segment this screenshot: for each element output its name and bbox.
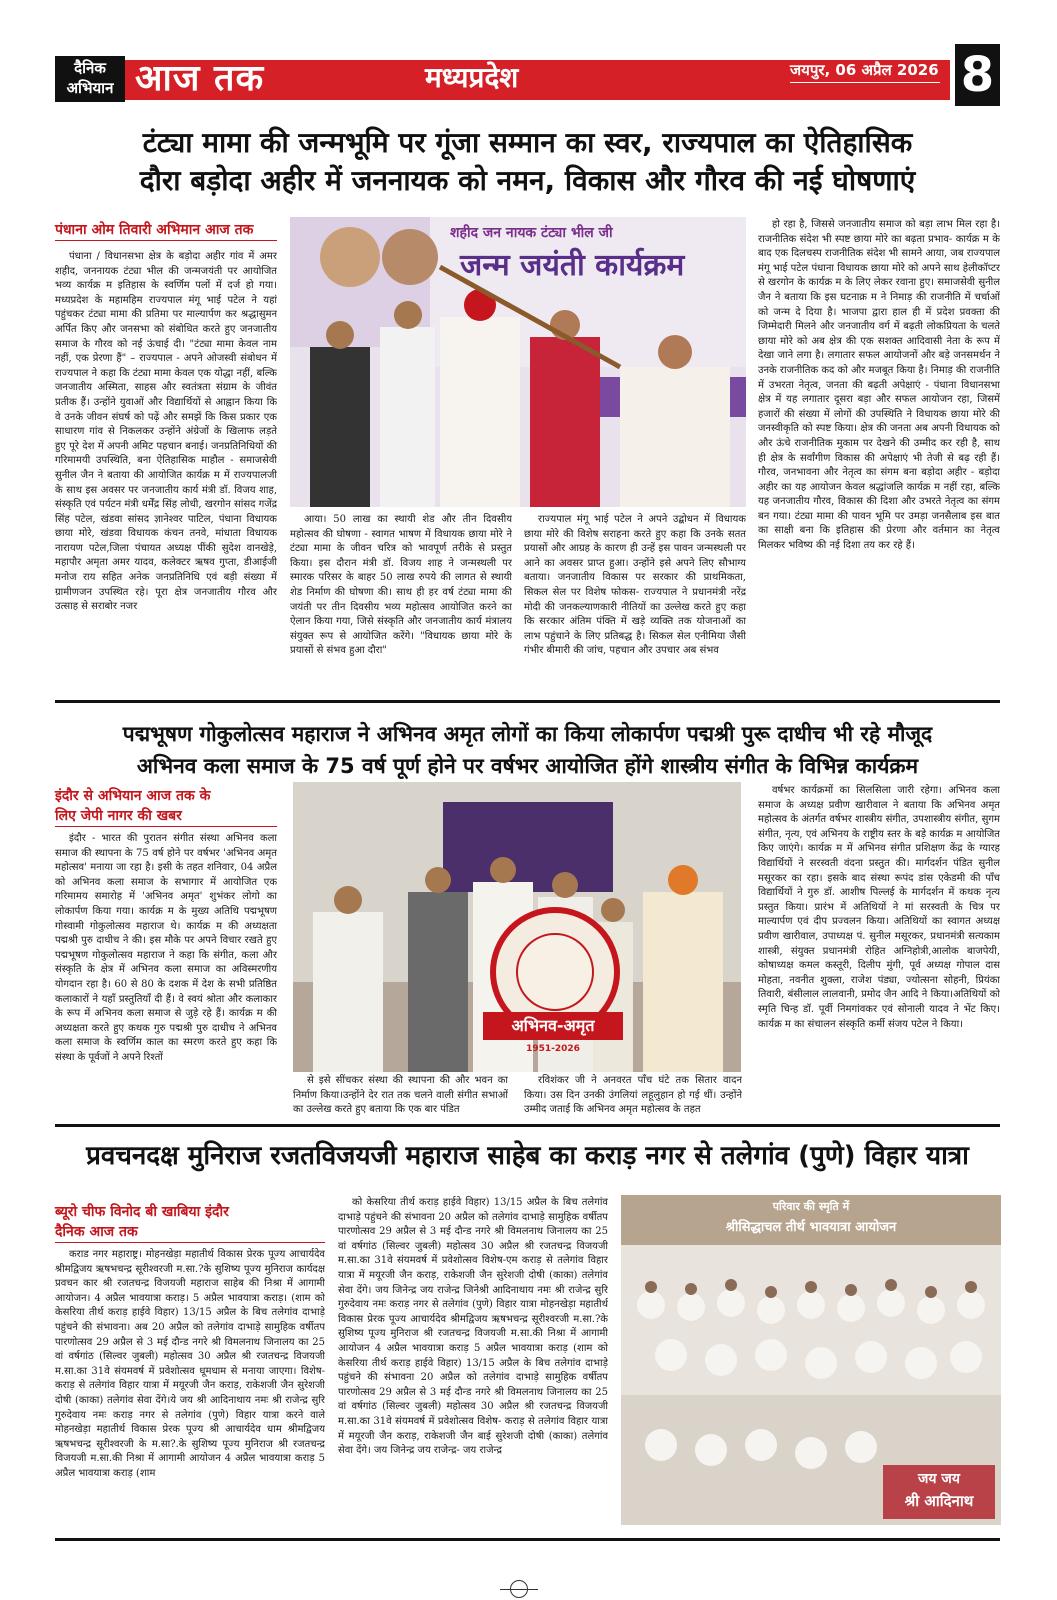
photo2-logo-years: 1951-2026 [526, 1044, 580, 1054]
story2-column-1 [55, 832, 277, 1074]
story1-byline: पंधाना ओम तिवारी अभिमान आज तक [55, 220, 277, 241]
story2-column-2 [293, 1074, 508, 1120]
photo3-caption-bottom1: जय जय [918, 1471, 960, 1487]
story2-col1-text: इंदौर - भारत की पुरातन संगीत संस्था अभिनव कला समाज की स्थापना के 75 वर्ष होने पर वर्षभर 'अभिनव अमृत महोत्सव' मनाया जा रहा है। इसी के तहत शनिवार, 04 अप्रैल को अभिनव कला समाज के सभागार में आयोजित एक गरिमामय समारोह में 'अभिनव अमृत' शुभंकर लोगो का लोकार्पण किया गया। कार्यक्र म के मुख्य अतिथि पद्मभूषण गोस्वामी गोकुलोत्सव महाराज थे। कार्यक्र म की अध्यक्षता पद्मश्री पुरु दाधीच ने की। इस मौके पर अपने विचार रखते हुए पद्मभूषण गोकुलोत्सव महाराज ने कहा कि संगीत, कला और संस्कृति के क्षेत्र में अभिनव कला समाज का अविस्मरणीय योगदान रहा है। 60 से 80 के दशक में देश के सभी प्रतिष्ठित कलाकारों ने यहाँ प्रस्तुतियाँ दी हैं। वे स्वयं श्रोता और कलाकार के रूप में अभिनव कला समाज से जुड़े रहे हैं। कार्यक्र म की अध्यक्षता करते हुए कथक गुरु पद्मश्री पुरु दाधीच ने अभिनव कला समाज के स्वर्णिम काल का स्मरण करते हुए कहा कि संस्था के पूर्वजों ने अपने रिश्तों [55, 833, 277, 1063]
story2-headline-line1: पद्मभूषण गोकुलोत्सव महाराज ने अभिनव अमृत लोगों का किया लोकार्पण पद्मश्री पुरू दाधीच भी रहे मौजूद [122, 722, 933, 746]
story2-byline-line2: लिए जेपी नागर की खबर [55, 806, 277, 827]
section-title: मध्यप्रदेश [425, 61, 519, 94]
story2-column-4 [758, 784, 1000, 1120]
edition-date: जयपुर, 06 अप्रैल 2026 [790, 61, 939, 79]
story1-headline [55, 124, 1000, 200]
story3-byline [55, 1202, 325, 1243]
story1-column-3 [524, 513, 746, 675]
registration-mark-line [500, 1589, 538, 1590]
story1-col1-text: पंधाना / विधानसभा क्षेत्र के बड़ोदा अहीर गांव में अमर शहीद, जननायक टंट्या भील की जन्मजयंती पर आयोजित भव्य कार्यक्र म इतिहास के स्वर्णिम पलों में दर्ज हो गया। मध्यप्रदेश के महामहिम राज्यपाल मंगू भाई पटेल ने यहां पहुंचकर टंट्या मामा की प्रतिमा पर माल्यार्पण कर श्रद्धासुमन अर्पित किए और जनसभा को संबोधित करते हुए जनजातीय समाज के गौरव को नई ऊंचाई दी। "टंट्या मामा केवल नाम नहीं, एक प्रेरणा हैं" – राज्यपाल - अपने ओजस्वी संबोधन में राज्यपाल ने कहा कि टंट्या मामा केवल एक योद्धा नहीं, बल्कि जनजातीय अस्मिता, साहस और स्वतंत्रता संग्राम के जीवंत प्रतीक हैं। उन्होंने युवाओं और विद्यार्थियों से आह्वान किया कि वे उनके जीवन संघर्ष को पढ़ें और समझें कि किस प्रकार एक साधारण गांव से निकलकर उन्होंने अंग्रेजों के खिलाफ लड़ते हुए पूरे देश में अपनी अमिट पहचान बनाई। जनप्रतिनिधियों की गरिमामयी उपस्थिति, बना ऐतिहासिक माहौल - समाजसेवी सुनील जैन ने बताया की आयोजित कार्यक्र म में राज्यपालजी के साथ इस अवसर पर जनजातीय कार्य मंत्री डॉ. विजय शाह, संस्कृति एवं पर्यटन मंत्री धर्मेंद्र सिंह लोधी, खरगोन सांसद गजेंद्र सिंह पटेल, खंडवा सांसद ज्ञानेश्वर पाटिल, पंधाना विधायक छाया मोरे, खंडवा विधायक कंचन तनवे, मांधाता विधायक नारायण पटेल,जिला पंचायत अध्यक्ष पींकी सुदेश वानखेड़े, महापौर अमृता अमर यादव, कलेक्टर ऋषव गुप्ता, डीआईजी मनोज राय सहित अनेक जनप्रतिनिधि एवं बड़ी संख्या में ग्रामीणजन उपस्थित रहे। पूरा क्षेत्र जनजातीय गौरव और उत्साह से सराबोर नजर [55, 251, 277, 613]
logo-line-1: दैनिक [74, 59, 106, 77]
photo3-caption-bottom2: श्री आदिनाथ [904, 1492, 974, 1510]
photo1-banner-main: जन्म जयंती कार्यक्रम [460, 248, 685, 283]
story2-col4-text: वर्षभर कार्यक्रमों का सिलसिला जारी रहेगा। अभिनव कला समाज के अध्यक्ष प्रवीण खारीवाल ने बताया कि अभिनव अमृत महोत्सव के अंतर्गत वर्षभर शास्त्रीय संगीत, उपशास्त्रीय संगीत, सुगम संगीत, नृत्य, एवं अभिनय के राष्ट्रीय स्तर के बड़े कार्यक्र म आयोजित किए जाएंगे। कार्यक्र म में अभिनव संगीत प्रशिक्षण केंद्र के ग्यारह विद्यार्थियों ने सरस्वती वंदना प्रस्तुत की। मार्गदर्शन पंडित सुनील मसूरकर का रहा। इसके बाद संस्था रूपंद डांस एकेडमी की पाँच विद्यार्थियों ने गुरु डॉ. आशीष पिल्लई के मार्गदर्शन में कथक नृत्य प्रस्तुत किया। प्रारंभ में अतिथियों ने मां सरस्वती के चित्र पर माल्यार्पण एवं दीप प्रज्वलन किया। अतिथियों का स्वागत अध्यक्ष प्रवीण खारीवाल, उपाध्यक्ष पं. सुनील मसूरकर, प्रधानमंत्री सत्यकाम शास्त्री, संयुक्त प्रधानमंत्री रोहित अग्निहोत्री,आलोक बाजपेयी, कोषाध्यक्ष कमल कस्तूरी, दिलीप मुंगी, पूर्व अध्यक्ष गोपाल दास मोहता, नवनीत शुक्ला, राजेश पंड्या, ज्योत्सना सोहनी, प्रियंका तिवारी, बंसीलाल लालवानी, प्रमोद जैन आदि ने किया।अतिथियों को स्मृति चिन्ह डॉ. पूर्वी निमगांवकर एवं सोनाली यादव ने भेंट किए। कार्यक्र म का संचालन संस्कृति कर्मी संजय पटेल ने किया। [758, 785, 1000, 1030]
story3-column-2 [338, 1196, 608, 1518]
date-underline [790, 82, 940, 83]
divider-3 [55, 1538, 1000, 1541]
story1-column-2 [290, 513, 512, 675]
photo3-caption-top2: श्रीसिद्धाचल तीर्थ भावयात्रा आयोजन [725, 1220, 897, 1235]
story3-column-1 [55, 1248, 325, 1518]
story2-column-3 [524, 1074, 742, 1120]
story3-col1-text: कराड नगर महाराष्ट्र। मोहनखेड़ा महातीर्थ विकास प्रेरक पूज्य आचार्यदेव श्रीमद्विजय ऋषभचन्द्र सूरीश्वरजी म.सा.?के सुशिष्य पूज्य मुनिराज कार्यदक्ष प्रवचन कार श्री रजतचन्द्र विजयजी महाराज साहेब की निश्रा में आगामी आयोजन। 4 अप्रैल भावयात्रा कराड़। 5 अप्रैल भावयात्रा कराड़। (शाम को केसरिया तीर्थ कराड़ हाईवे विहार) 13/15 अप्रैल के बिच तलेगांव दाभाड़े पहुंचने की संभावना। अब 20 अप्रैल को तलेगांव दाभाड़े सामुहिक वर्षीतप पारणोत्सव 29 अप्रैल से 3 मई दौन्ड नगरे श्री विमलनाथ जिनालय का 25 वां वर्षगांठ (सिल्वर जुबली) महोत्सव 30 अप्रैल श्री रजतचन्द्र विजयजी म.सा.का 31वे संयमवर्ष में प्रवेशोत्सव धूमधाम से मनाया जाएगा। विशेष- कराड़ से तलेगांव विहार यात्रा में मयूरजी जैन कराड़, राकेशजी जैन सुरेशजी दोषी (काका) तलेगांव सेवा देंगे।ये जय श्री आदिनाथाय नमः श्री राजेन्द्र सुरि गुरुदेवाय नमः कराड़ नगर से तलेगांव (पुणे) विहार यात्रा करने वाले मोहनखेड़ा महातीर्थ विकास प्रेरक पूज्य श्री आचार्यदेव धाम श्रीमद्विजय ऋषभचन्द्र सूरीश्वरजी के म.सा?.के सुशिष्य पूज्य मुनिराज श्री रजतचन्द्र विजयजी म.सा.की निश्रा में आगामी आयोजन 4 अप्रैल भावयात्रा कराड़ 5 अप्रैल भावयात्रा कराड़ (शाम [55, 1249, 325, 1479]
story1-col2-text: आया। 50 लाख का स्थायी शेड और तीन दिवसीय महोत्सव की घोषणा - स्वागत भाषण में विधायक छाया मोरे ने टंट्या मामा के जीवन चरित्र को भावपूर्ण तरीके से प्रस्तुत किया। इस दौरान मंत्री डॉ. विजय शाह ने जन्मस्थली पर स्मारक परिसर के बाहर 50 लाख रुपये की लागत से स्थायी शेड निर्माण की घोषणा की। साथ ही हर वर्ष टंट्या मामा की जयंती पर तीन दिवसीय भव्य महोत्सव आयोजित करने का ऐलान किया गया, जिसे संस्कृति और जनजातीय कार्य मंत्रालय संयुक्त रूप से आयोजित करेंगे। "विधायक छाया मोरे के प्रयासों से संभव हुआ दौरा" [290, 514, 512, 657]
story1-headline-line2: दौरा बड़ोदा अहीर में जननायक को नमन, विकास और गौरव की नई घोषणाएं [139, 164, 916, 197]
story2-col2-text: से इसे सींचकर संस्था की स्थापना की और भवन का निर्माण किया।उन्होंने देर रात तक चलने वाली संगीत सभाओं का उल्लेख करते हुए बताया कि एक बार पंडित [293, 1075, 508, 1116]
story1-photo [290, 217, 746, 507]
story2-byline-line1: इंदौर से अभियान आज तक के [55, 788, 211, 804]
story1-headline-line1: टंट्या मामा की जन्मभूमि पर गूंजा सम्मान का स्वर, राज्यपाल का ऐतिहासिक [142, 126, 913, 159]
page-number: 8 [955, 44, 1000, 106]
photo3-caption-top1: परिवार की स्मृति में [772, 1200, 850, 1213]
logo-line-2: अभियान [66, 79, 114, 97]
divider-1 [55, 700, 1000, 703]
photo2-logo-text: अभिनव-अमृत [483, 1012, 623, 1040]
story2-byline [55, 786, 277, 827]
photo1-banner-top: शहीद जन नायक टंट्या भील जी [450, 225, 613, 241]
story1-column-4 [758, 218, 1000, 675]
masthead [55, 47, 1000, 106]
story1-col4-text: हो रहा है, जिससे जनजातीय समाज को बड़ा लाभ मिल रहा है। राजनीतिक संदेश भी स्पष्ट छाया मोरे का बढ़ता प्रभाव- कार्यक्र म के बाद एक दिलचस्प राजनीतिक संदेश भी सामने आया, जब राज्यपाल मंगू भाई पटेल पंधाना विधायक छाया मोरे को अपने साथ हेलीकॉप्टर से खरगोन के कार्यक्र म के लिए लेकर रवाना हुए। समाजसेवी सुनील जैन ने बताया कि इस घटनाक्र म ने निमाड़ की राजनीति में चर्चाओं को जन्म दे दिया है। भाजपा द्वारा हाल ही में प्रदेश प्रवक्ता की जिम्मेदारी मिलने और जनजातीय वर्ग में बढ़ती लोकप्रियता के चलते छाया मोरे को अब क्षेत्र की एक सशक्त आदिवासी नेता के रूप में देखा जाने लगा है। लगातार सफल आयोजनों और बड़े जनसमर्थन ने उनके राजनीतिक कद को और मजबूत किया है। निमाड़ की राजनीति में उभरता नेतृत्व, जनता की बढ़ती अपेक्षाएं - पंधाना विधानसभा क्षेत्र में यह लगातार दूसरा बड़ा और सफल आयोजन रहा, जिसमें हजारों की संख्या में लोगों की उपस्थिति ने विधायक छाया मोरे की जनस्वीकृति को स्पष्ट किया। क्षेत्र की जनता अब अपनी विधायक को और ऊंचे राजनीतिक मुकाम पर देखने की उम्मीद कर रही है, साथ ही क्षेत्र के सर्वांगीण विकास की अपेक्षाएं भी तेजी से बढ़ रही हैं। गौरव, जनभावना और नेतृत्व का संगम बना बड़ोदा अहीर - बड़ोदा अहीर का यह आयोजन केवल श्रद्धांजलि कार्यक्र म नहीं रहा, बल्कि यह जनजातीय गौरव, विकास की दिशा और उभरते नेतृत्व का संगम बन गया। टंट्या मामा की पावन भूमि पर उमड़ा जनसैलाब इस बात का साक्षी बना कि इतिहास की प्रेरणा और वर्तमान का नेतृत्व मिलकर भविष्य की नई दिशा तय कर रहे हैं। [758, 219, 1000, 552]
story3-byline-line2: दैनिक आज तक [55, 1222, 325, 1243]
story3-photo [621, 1195, 1001, 1525]
story2-photo [293, 782, 741, 1072]
story1-col3-text: राज्यपाल मंगू भाई पटेल ने अपने उद्बोधन में विधायक छाया मोरे की विशेष सराहना करते हुए कहा कि उनके सतत प्रयासों और आग्रह के कारण ही उन्हें इस पावन जन्मस्थली पर आने का अवसर प्राप्त हुआ। उन्होंने इसे अपने लिए सौभाग्य बताया। जनजातीय विकास पर सरकार की प्राथमिकता, सिकल सेल पर विशेष फोकस- राज्यपाल ने प्रधानमंत्री नरेंद्र मोदी की जनकल्याणकारी नीतियों का उल्लेख करते हुए कहा कि सरकार अंतिम पंक्ति में खड़े व्यक्ति तक योजनाओं का लाभ पहुंचाने के लिए प्रतिबद्ध है। सिकल सेल एनीमिया जैसी गंभीर बीमारी की जांच, पहचान और उपचार अब संभव [524, 514, 746, 657]
brand-name: आज तक [135, 58, 265, 99]
story2-col3-text: रविशंकर जी ने अनवरत पाँच घंटे तक सितार वादन किया। उस दिन उनकी उंगलियां लहूलुहान हो गई थीं। उन्होंने उम्मीद जताई कि अभिनव अमृत महोत्सव के तहत [524, 1075, 742, 1116]
story3-byline-line1: ब्यूरो चीफ विनोद बी खाबिया इंदौर [55, 1204, 229, 1220]
story3-col2-text: को केसरिया तीर्थ कराड़ हाईवे विहार) 13/15 अप्रैल के बिच तलेगांव दाभाड़े पहुंचने की संभावना 20 अप्रैल को तलेगांव दाभाड़े सामुहिक वर्षीतप पारणोत्सव 29 अप्रैल से 3 मई दौन्ड नगरे श्री विमलनाथ जिनालय का 25 वां वर्षगांठ (सिल्वर जुबली) महोत्सव 30 अप्रैल श्री रजतचन्द्र विजयजी म.सा.का 31वे संयमवर्ष में प्रवेशोत्सव विशेष-एम कराड़ से तलेगांव विहार यात्रा में मयूरजी जैन कराड़, राकेशजी जैन सुरेशजी दोषी (काका) तलेगांव सेवा देंगे। जय जिनेन्द्र जय राजेन्द्र जिनेश्री आदिनाथाय नमः श्री राजेन्द्र सुरि गुरुदेवाय नमः कराड़ नगर से तलेगांव (पुणे) विहार यात्रा मोहनखेड़ा महातीर्थ विकास प्रेरक पूज्य आचार्यदेव श्रीमद्विजय ऋषभचन्द्र सूरीश्वरजी म.सा.?के सुशिष्य पूज्य मुनिराज श्री रजतचन्द्र विजयजी म.सा.की निश्रा में आगामी आयोजन 4 अप्रैल भावयात्रा कराड़ 5 अप्रैल भावयात्रा कराड़ (शाम को केसरिया तीर्थ कराड़ हाईवे विहार) 13/15 अप्रैल के बिच तलेगांव दाभाड़े पहुंचने की संभावना 20 अप्रैल को तलेगांव दाभाड़े सामुहिक वर्षीतप पारणोत्सव 29 अप्रैल से 3 मई दौन्ड नगरे श्री विमलनाथ जिनालय का 25 वां वर्षगांठ (सिल्वर जुबली) महोत्सव 30 अप्रैल श्री रजतचन्द्र विजयजी म.सा.का 31वे संयमवर्ष में प्रवेशोत्सव विशेष- कराड़ से तलेगांव विहार यात्रा में मयूरजी जैन कराड़, राकेशजी जैन बाई सुरेशजी दोषी (काका) तलेगांव सेवा देंगे। जय जिनेन्द्र जय राजेन्द्र- जय राजेन्द्र [338, 1197, 608, 1457]
newspaper-logo [55, 56, 125, 102]
story1-column-1 [55, 250, 277, 674]
story3-headline: प्रवचनदक्ष मुनिराज रजतविजयजी महाराज साहेब का कराड़ नगर से तलेगांव (पुणे) विहार यात्रा [86, 1141, 969, 1171]
story2-headline-line2: अभिनव कला समाज के 75 वर्ष पूर्ण होने पर वर्षभर आयोजित होंगे शास्त्रीय संगीत के विभिन्न कार्यक्रम [136, 754, 919, 778]
story2-headline [55, 718, 1000, 782]
divider-2 [55, 1124, 1000, 1127]
